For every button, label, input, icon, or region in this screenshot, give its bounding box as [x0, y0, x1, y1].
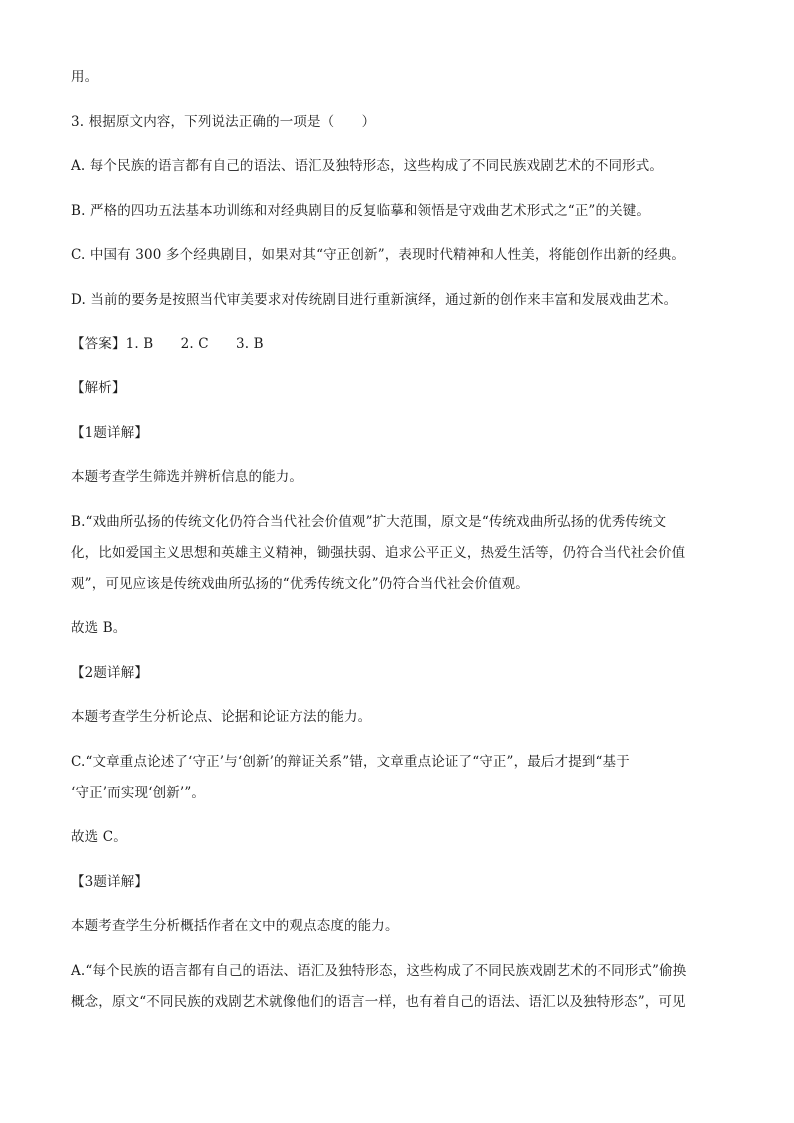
- q1-heading: 【1题详解】: [71, 425, 148, 441]
- q2-heading: 【2题详解】: [71, 665, 148, 681]
- q1-explanation-line-2: 化，比如爱国主义思想和英雄主义精神，锄强扶弱、追求公平正义，热爱生活等，仍符合当代社会价值: [71, 545, 686, 561]
- q2-choice: 故选 C。: [71, 829, 127, 845]
- q2-ability: 本题考查学生分析论点、论据和论证方法的能力。: [71, 709, 372, 725]
- analysis-label: 【解析】: [71, 380, 126, 396]
- answer-label: 【答案】: [71, 336, 126, 352]
- question-3-stem: 3. 根据原文内容，下列说法正确的一项是（ ）: [71, 114, 376, 130]
- question-3-option-d: D. 当前的要务是按照当代审美要求对传统剧目进行重新演绎，通过新的创作来丰富和发展戏曲艺术。: [71, 292, 678, 308]
- q3-explanation-line-2: 概念，原文“不同民族的戏剧艺术就像他们的语言一样，也有着自己的语法、语汇以及独特形态”，可见: [71, 994, 686, 1010]
- answer-line: [71, 335, 264, 353]
- q2-explanation-line-1: C.“文章重点论述了‘守正’与‘创新’的辩证关系”错，文章重点论证了“守正”，最后才提到“基于: [71, 754, 630, 770]
- q3-ability: 本题考查学生分析概括作者在文中的观点态度的能力。: [71, 918, 399, 934]
- q1-ability: 本题考查学生筛选并辨析信息的能力。: [71, 469, 304, 485]
- q1-choice: 故选 B。: [71, 620, 127, 636]
- q3-explanation-line-1: A.“每个民族的语言都有自己的语法、语汇及独特形态，这些构成了不同民族戏剧艺术的不同形式”偷换: [71, 963, 687, 979]
- answer-text: 1. B 2. C 3. B: [125, 336, 264, 352]
- question-3-option-a: A. 每个民族的语言都有自己的语法、语汇及独特形态，这些构成了不同民族戏剧艺术的不同形式。: [71, 158, 664, 174]
- question-3-option-c: C. 中国有 300 多个经典剧目，如果对其“守正创新”，表现时代精神和人性美，将能创作出新的经典。: [71, 247, 686, 263]
- question-3-option-b: B. 严格的四功五法基本功训练和对经典剧目的反复临摹和领悟是守戏曲艺术形式之“正”的关键。: [71, 203, 651, 219]
- q3-heading: 【3题详解】: [71, 874, 148, 890]
- previous-paragraph-tail: 用。: [71, 69, 99, 85]
- q1-explanation-line-3: 观”，可见应该是传统戏曲所弘扬的“优秀传统文化”仍符合当代社会价值观。: [71, 576, 529, 592]
- q2-explanation-line-2: ‘守正’而实现‘创新’”。: [71, 785, 206, 801]
- q1-explanation-line-1: B.“戏曲所弘扬的传统文化仍符合当代社会价值观”扩大范围，原文是“传统戏曲所弘扬的优秀传统文: [71, 514, 667, 530]
